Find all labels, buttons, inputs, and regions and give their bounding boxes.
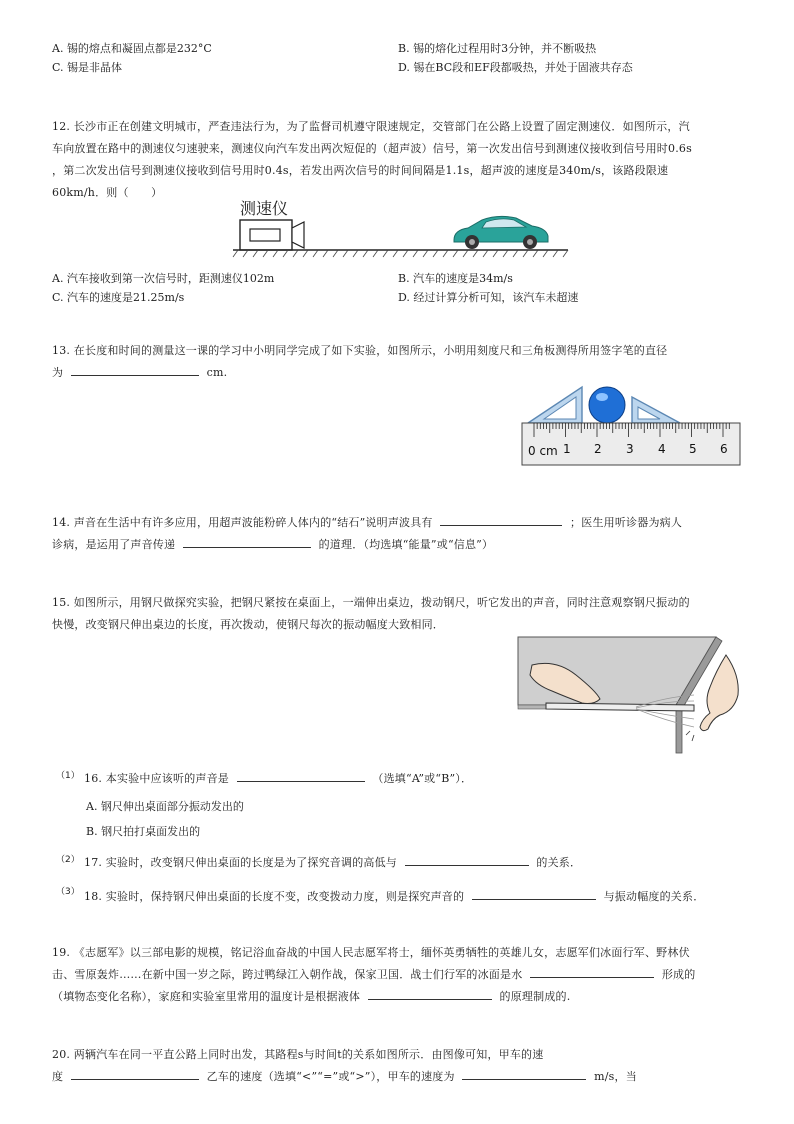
- q12-option-b: B. 汽车的速度是34m/s: [398, 272, 513, 285]
- question-13: [52, 340, 742, 384]
- q14-line2-pre: 诊病，是运用了声音传递: [52, 538, 176, 551]
- q18-blank[interactable]: [472, 887, 596, 900]
- ruler-label-2: 2: [594, 442, 602, 456]
- ruler-label-1: 1: [563, 442, 571, 456]
- q14-line1-pre: 14. 声音在生活中有许多应用，用超声波能粉碎人体内的“结石”说明声波具有: [52, 516, 433, 529]
- q11-option-d: D. 锡在BC段和EF段都吸热，并处于固液共存态: [398, 61, 633, 74]
- q13-line2-pre: 为: [52, 366, 64, 379]
- q15-line2: 快慢，改变钢尺伸出桌边的长度，再次拨动，使钢尺每次的振动幅度大致相同．: [52, 618, 444, 631]
- q16-post: （选填“A”或“B”）．: [372, 772, 473, 785]
- q19-line2-pre: 击、雪原轰炸……在新中国一岁之际，跨过鸭绿江入朝作战，保家卫国．战士们行军的冰面是水: [52, 968, 523, 981]
- table-leg: [676, 705, 682, 753]
- sub1-number: （1）: [56, 771, 80, 781]
- q12-option-d: D. 经过计算分析可知，该汽车未超速: [398, 291, 579, 304]
- q18-post: 与振动幅度的关系．: [603, 890, 705, 903]
- q19-blank-2[interactable]: [368, 987, 492, 1000]
- q12-line2: 车向放置在路中的测速仪匀速驶来，测速仪向汽车发出两次短促的（超声波）信号，第一次发出信号到测速仪接收到信号用时0.6s: [52, 142, 692, 155]
- sub2-number: （2）: [56, 855, 80, 865]
- q12-option-c: C. 汽车的速度是21.25m/s: [52, 291, 185, 304]
- q14-blank-1[interactable]: [440, 513, 562, 526]
- ruler-figure: [520, 383, 742, 467]
- sub-question-16: [84, 768, 734, 790]
- question-15: [52, 592, 742, 636]
- q19-blank-1[interactable]: [530, 965, 654, 978]
- q17-post: 的关系．: [536, 856, 582, 869]
- q19-line3-pre: （填物态变化名称），家庭和实验室里常用的温度计是根据液体: [52, 990, 361, 1003]
- ruler-label-4: 4: [658, 442, 666, 456]
- q12-line4: 60km/h．则（ ）: [52, 186, 163, 199]
- q12-line1: 12. 长沙市正在创建文明城市，严查违法行为，为了监督司机遵守限速规定，交管部门在公路上设置了固定测速仪．如图所示，汽: [52, 120, 690, 133]
- q20-line2-mid: 乙车的速度（选填“<”“=”或“>”），甲车的速度为: [206, 1070, 455, 1083]
- q12-line3: ，第二次发出信号到测速仪接收到信号用时0.4s，若发出两次信号的时间间隔是1.1s，超声波的速度是340m/s，该路段限速: [52, 164, 669, 177]
- pen-cross-section: [589, 387, 625, 423]
- q16-option-a: A. 钢尺伸出桌面部分振动发出的: [86, 800, 244, 813]
- q11-option-a: A. 锡的熔点和凝固点都是232°C: [52, 42, 212, 55]
- q17-blank[interactable]: [405, 853, 529, 866]
- q20-blank-2[interactable]: [462, 1067, 586, 1080]
- q19-line1: 19. 《志愿军》以三部电影的规模，铭记浴血奋战的中国人民志愿军将士，缅怀英勇牺牲的英雄儿女，志愿军们冰面行军、野林伏: [52, 946, 690, 959]
- sub-question-18: [84, 886, 744, 908]
- q14-line2-post: 的道理．（均选填“能量”或“信息”）: [318, 538, 494, 551]
- q11-option-b: B. 锡的熔化过程用时3分钟，并不断吸热: [398, 42, 597, 55]
- steel-ruler: [546, 703, 694, 711]
- speed-camera-figure: [228, 192, 573, 260]
- question-19: [52, 942, 742, 1008]
- q13-line1: 13. 在长度和时间的测量这一课的学习中小明同学完成了如下实验，如图所示，小明用刻度尺和三角板测得所用签字笔的直径: [52, 344, 668, 357]
- q19-line2-post: 形成的: [661, 968, 696, 981]
- car-icon: [454, 216, 548, 249]
- q14-blank-2[interactable]: [183, 535, 311, 548]
- q20-line1: 20. 两辆汽车在同一平直公路上同时出发，其路程s与时间t的关系如图所示．由图像可知，甲车的速: [52, 1048, 544, 1061]
- speed-camera-lens: [292, 222, 304, 248]
- q13-line2-post: cm.: [206, 366, 228, 379]
- q20-line2-pre: 度: [52, 1070, 64, 1083]
- q18-pre: 18. 实验时，保持钢尺伸出桌面的长度不变，改变拨动力度，则是探究声音的: [84, 890, 465, 903]
- q12-option-a: A. 汽车接收到第一次信号时，距测速仪102m: [52, 272, 275, 285]
- q14-line1-post: ；医生用听诊器为病人: [570, 516, 683, 529]
- question-14: [52, 512, 742, 556]
- ruler-label-0: 0 cm: [528, 444, 558, 458]
- q16-pre: 16. 本实验中应该听的声音是: [84, 772, 229, 785]
- speed-camera-label: 测速仪: [240, 199, 289, 218]
- sub-question-17: [84, 852, 734, 874]
- q16-blank[interactable]: [237, 769, 365, 782]
- question-12: [52, 116, 742, 204]
- ruler-label-5: 5: [689, 442, 697, 456]
- q20-line2-post: m/s，当: [594, 1070, 637, 1083]
- q11-option-c: C. 锡是非晶体: [52, 61, 123, 74]
- q20-blank-1[interactable]: [71, 1067, 199, 1080]
- q15-line1: 15. 如图所示，用钢尺做探究实验，把钢尺紧按在桌面上，一端伸出桌边，拨动钢尺，听它发出的声音，同时注意观察钢尺振动的: [52, 596, 690, 609]
- ruler-label-3: 3: [626, 442, 634, 456]
- question-20: [52, 1044, 742, 1088]
- q19-line3-post: 的原理制成的.: [499, 990, 571, 1003]
- ruler-label-6: 6: [720, 442, 728, 456]
- q13-answer-blank[interactable]: [71, 363, 199, 376]
- steel-ruler-figure: [516, 635, 742, 755]
- sub3-number: （3）: [56, 887, 80, 897]
- q17-pre: 17. 实验时，改变钢尺伸出桌面的长度是为了探究音调的高低与: [84, 856, 397, 869]
- q16-option-b: B. 钢尺拍打桌面发出的: [86, 825, 201, 838]
